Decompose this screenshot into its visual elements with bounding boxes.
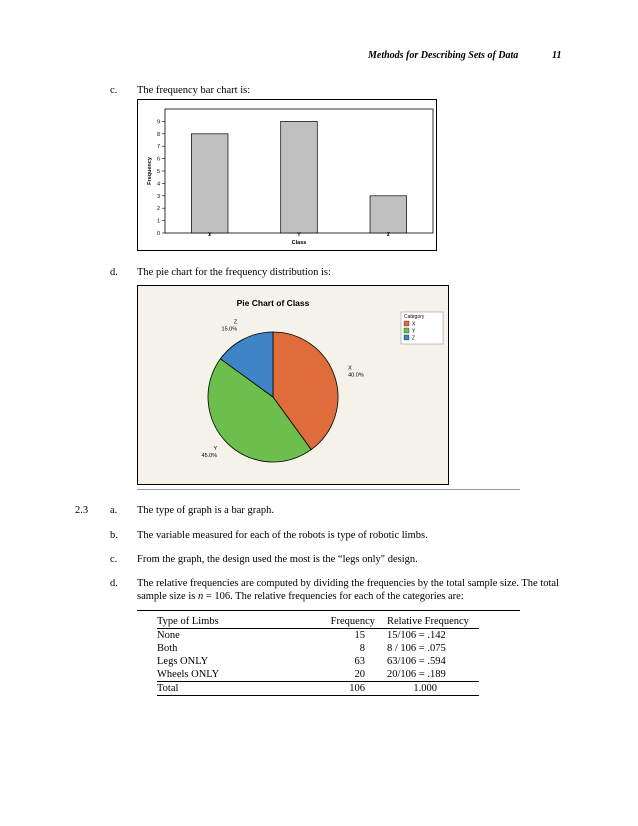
- pie-slice-percent-label: 15.0%: [221, 326, 238, 333]
- legend-entry-label: Z: [412, 335, 416, 342]
- pie-slice-category-label: Y: [213, 445, 218, 452]
- row-frequency: 8: [359, 643, 365, 654]
- x-tick-label: Z: [386, 232, 391, 238]
- row-relative-frequency: 20/106 = .189: [387, 669, 446, 680]
- item-c-text: From the graph, the design used the most is the “legs only" design.: [137, 554, 418, 565]
- pie-slice-percent-label: 40.0%: [348, 372, 364, 379]
- item-c-label: c.: [110, 554, 118, 565]
- page-number: 11: [552, 50, 562, 61]
- row-frequency: 20: [354, 669, 365, 680]
- class-pie-chart: [137, 285, 449, 485]
- legend-swatch-x: [404, 321, 409, 326]
- y-tick-label: 0: [156, 231, 160, 237]
- table-row: [157, 629, 479, 643]
- table-row: [157, 642, 479, 655]
- item-b-text: The variable measured for each of the robots is type of robotic limbs.: [137, 530, 428, 541]
- bar-z: [370, 196, 407, 233]
- part-c-text: The frequency bar chart is:: [137, 85, 251, 96]
- y-tick-label: 8: [156, 131, 160, 138]
- legend-entry-label: X: [412, 321, 416, 328]
- pie-legend-title: Category: [404, 314, 425, 320]
- header-type-of-limbs: Type of Limbs: [157, 615, 299, 629]
- legend-swatch-z: [404, 335, 409, 340]
- item-d-text-line1: The relative frequencies are computed by dividing the frequencies by the total sample size. The total: [137, 578, 559, 589]
- row-relative-frequency: 15/106 = .142: [387, 630, 446, 641]
- item-d-label: d.: [110, 578, 118, 589]
- frequency-bar-chart: [137, 99, 437, 251]
- legend-entry-label: Y: [412, 328, 416, 335]
- x-tick-label: X: [207, 232, 212, 238]
- row-type: Both: [157, 643, 178, 654]
- section-number: 2.3: [75, 505, 89, 516]
- row-frequency: 63: [354, 656, 365, 667]
- row-frequency: 15: [354, 630, 365, 641]
- row-relative-frequency: 8 / 106 = .075: [387, 643, 446, 654]
- y-tick-label: 9: [156, 119, 160, 126]
- pie-slice-category-label: X: [348, 365, 352, 372]
- pie-slice-category-label: Z: [233, 319, 238, 326]
- total-label: Total: [157, 682, 299, 696]
- bar-y: [281, 121, 318, 233]
- total-relative-frequency: 1.000: [379, 682, 479, 696]
- part-d-label: d.: [110, 267, 118, 278]
- x-tick-label: Y: [297, 232, 301, 238]
- legend-swatch-y: [404, 328, 409, 333]
- y-tick-label: 6: [156, 156, 160, 163]
- part-c-label: c.: [110, 85, 118, 96]
- y-tick-label: 5: [156, 169, 160, 175]
- row-type: None: [157, 630, 180, 641]
- row-type: Wheels ONLY: [157, 669, 220, 680]
- y-tick-label: 1: [156, 218, 160, 225]
- row-type: Legs ONLY: [157, 656, 209, 667]
- part-d-text: The pie chart for the frequency distribution is:: [137, 267, 331, 278]
- relative-frequency-table: [157, 615, 479, 696]
- total-frequency: 106: [299, 682, 379, 696]
- running-header-title: Methods for Describing Sets of Data: [368, 50, 519, 61]
- item-a-label: a.: [110, 505, 118, 516]
- y-tick-label: 2: [156, 206, 160, 213]
- header-relative-frequency: Relative Frequency: [379, 615, 479, 629]
- item-d-text-line2: sample size is n = 106. The relative frequencies for each of the categories are:: [137, 591, 464, 602]
- item-a-text: The type of graph is a bar graph.: [137, 505, 275, 516]
- table-row: [157, 668, 479, 682]
- table-header-row: [157, 615, 479, 629]
- pie-chart-title: Pie Chart of Class: [236, 298, 310, 308]
- section-divider: [137, 489, 520, 490]
- item-b-label: b.: [110, 530, 118, 541]
- table-top-rule: [137, 610, 520, 611]
- table-row: [157, 655, 479, 668]
- header-frequency: Frequency: [299, 615, 379, 629]
- table-total-row: [157, 682, 479, 696]
- bar-x: [191, 134, 228, 233]
- y-axis-label: Frequency: [147, 157, 153, 185]
- row-relative-frequency: 63/106 = .594: [387, 656, 446, 667]
- y-tick-label: 7: [156, 144, 160, 151]
- pie-slice-percent-label: 45.0%: [201, 452, 218, 459]
- x-axis-label: Class: [291, 240, 307, 246]
- y-tick-label: 4: [156, 181, 160, 188]
- y-tick-label: 3: [156, 193, 160, 200]
